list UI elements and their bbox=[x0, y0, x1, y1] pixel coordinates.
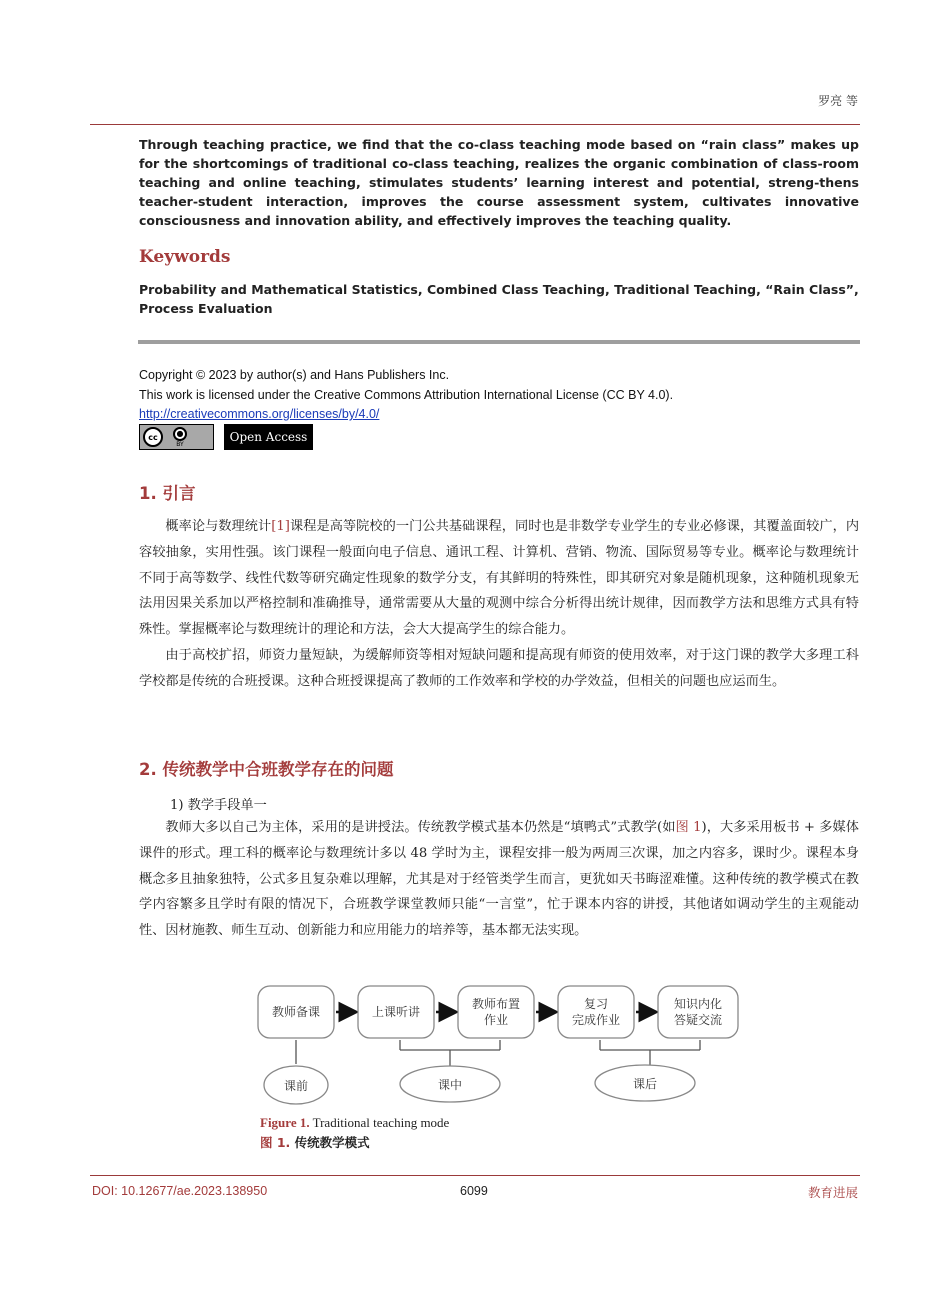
process-box-5 bbox=[658, 986, 738, 1038]
svg-text:答疑交流: 答疑交流 bbox=[673, 1013, 723, 1027]
journal-name: 教育进展 bbox=[807, 1185, 858, 1200]
copyright-block bbox=[139, 366, 859, 425]
by-label: BY bbox=[176, 440, 184, 448]
cc-icon: cc bbox=[143, 427, 163, 447]
section-1-body bbox=[139, 514, 859, 695]
svg-text:教师布置: 教师布置 bbox=[471, 997, 521, 1011]
section-divider bbox=[138, 340, 860, 344]
keywords-text: Probability and Mathematical Statistics, Combined Class Teaching, Traditional Teaching, “Rain Class”, Process Evaluation bbox=[139, 282, 859, 316]
process-box-3 bbox=[458, 986, 534, 1038]
section-1-heading: 1. 引言 bbox=[139, 484, 196, 503]
figure-caption-en: Figure 1. Traditional teaching mode bbox=[260, 1115, 450, 1130]
citation-link[interactable]: [1] bbox=[271, 519, 290, 534]
footer-rule bbox=[90, 1175, 860, 1176]
svg-text:课前: 课前 bbox=[283, 1079, 309, 1093]
svg-text:教师备课: 教师备课 bbox=[271, 1005, 321, 1019]
keywords-heading: Keywords bbox=[139, 247, 231, 267]
svg-text:完成作业: 完成作业 bbox=[571, 1013, 621, 1027]
svg-text:课后: 课后 bbox=[632, 1077, 658, 1091]
license-line: This work is licensed under the Creative Commons Attribution International License (CC BY 4.0). bbox=[139, 387, 674, 402]
teaching-mode-diagram bbox=[250, 980, 750, 1110]
phase-ellipse-during bbox=[400, 1066, 500, 1102]
header-authors: 罗亮 等 bbox=[818, 94, 858, 108]
header-rule bbox=[90, 124, 860, 125]
diagram-connectors bbox=[296, 1040, 700, 1066]
copyright-line: Copyright © 2023 by author(s) and Hans Publishers Inc. bbox=[139, 368, 450, 382]
section-1-paragraph-1: 概率论与数理统计[1]课程是高等院校的一门公共基础课程，同时也是非数学专业学生的专业必修课，其覆盖面较广，内容较抽象，实用性强。该门课程一般面向电子信息、通讯工程、计算机、营销、物流、国际贸易等专业。概率论与数理统计不同于高等数学、线性代数等研究确定性现象的数学分支，有其鲜明的特殊性，即其研究对象是随机现象，这种随机现象无法用因果关系加以严格控制和准确推导，通常需要从大量的观测中综合分析得出统计规律，因而教学方法和思维方式具有特殊性。掌握概率论与数理统计的理论和方法，会大大提高学生的综合能力。 bbox=[139, 519, 860, 638]
figure-label-zh: 图 1. bbox=[260, 1135, 291, 1150]
svg-text:课中: 课中 bbox=[437, 1078, 463, 1092]
process-box-1 bbox=[258, 986, 334, 1038]
section-2-paragraph-1: 教师大多以自己为主体，采用的是讲授法。传统教学模式基本仍然是“填鸭式”式教学(如图 1)，大多采用板书 + 多媒体课件的形式。理工科的概率论与数理统计多以 48 学时为主，课程安排一般为两周三次课，加之内容多，课时少。课程本身概念多且抽象独特，公式多且复杂难以理解，尤其是对于经管类学生而言，更犹如天书晦涩难懂。这种传统的教学模式在教学内容繁多且学时有限的情况下，合班教学课堂教师只能“一言堂”，忙于课本内容的讲授，其他诸如调动学生的主观能动性、因材施教、师生互动、创新能力和应用能力的培养等，基本都无法实现。 bbox=[139, 820, 859, 939]
process-box-4 bbox=[558, 986, 634, 1038]
page-number: 6099 bbox=[460, 1184, 488, 1198]
section-2-heading: 2. 传统教学中合班教学存在的问题 bbox=[139, 760, 394, 779]
open-access-badge[interactable]: Open Access bbox=[224, 424, 313, 450]
svg-text:复习: 复习 bbox=[583, 997, 609, 1011]
list-item-1: 1) 教学手段单一 bbox=[170, 798, 267, 813]
section-2-body bbox=[139, 815, 859, 944]
footer-doi[interactable]: DOI: 10.12677/ae.2023.138950 bbox=[92, 1184, 268, 1198]
svg-text:作业: 作业 bbox=[483, 1013, 509, 1027]
svg-text:知识内化: 知识内化 bbox=[673, 997, 723, 1011]
license-link[interactable]: http://creativecommons.org/licenses/by/4.0/ bbox=[139, 407, 380, 421]
phase-ellipse-before bbox=[264, 1066, 328, 1104]
section-1-paragraph-2: 由于高校扩招，师资力量短缺，为缓解师资等相对短缺问题和提高现有师资的使用效率，对于这门课的教学大多理工科学校都是传统的合班授课。这种合班授课提高了教师的工作效率和学校的办学效益，但相关的问题也应运而生。 bbox=[139, 647, 859, 689]
svg-text:上课听讲: 上课听讲 bbox=[371, 1005, 421, 1019]
cc-by-badge[interactable] bbox=[139, 424, 214, 450]
abstract-text: Through teaching practice, we find that the co-class teaching mode based on “rain class” makes up for the shortcomings of traditional co-class teaching, realizes the organic combination of class-room teaching and online teaching, stimulates students’ learning interest and potential, streng-thens teacher-student interaction, improves the course assessment system, cultivates innovative consciousness and innovation ability, and effectively improves the teaching quality. bbox=[139, 137, 859, 228]
figure-ref-link[interactable]: 图 1 bbox=[675, 820, 702, 835]
process-box-2 bbox=[358, 986, 434, 1038]
figure-label-en: Figure 1. bbox=[260, 1115, 310, 1130]
phase-ellipse-after bbox=[595, 1065, 695, 1101]
figure-caption-zh: 图 1. 传统教学模式 bbox=[260, 1135, 370, 1150]
person-icon: ● bbox=[173, 427, 187, 441]
